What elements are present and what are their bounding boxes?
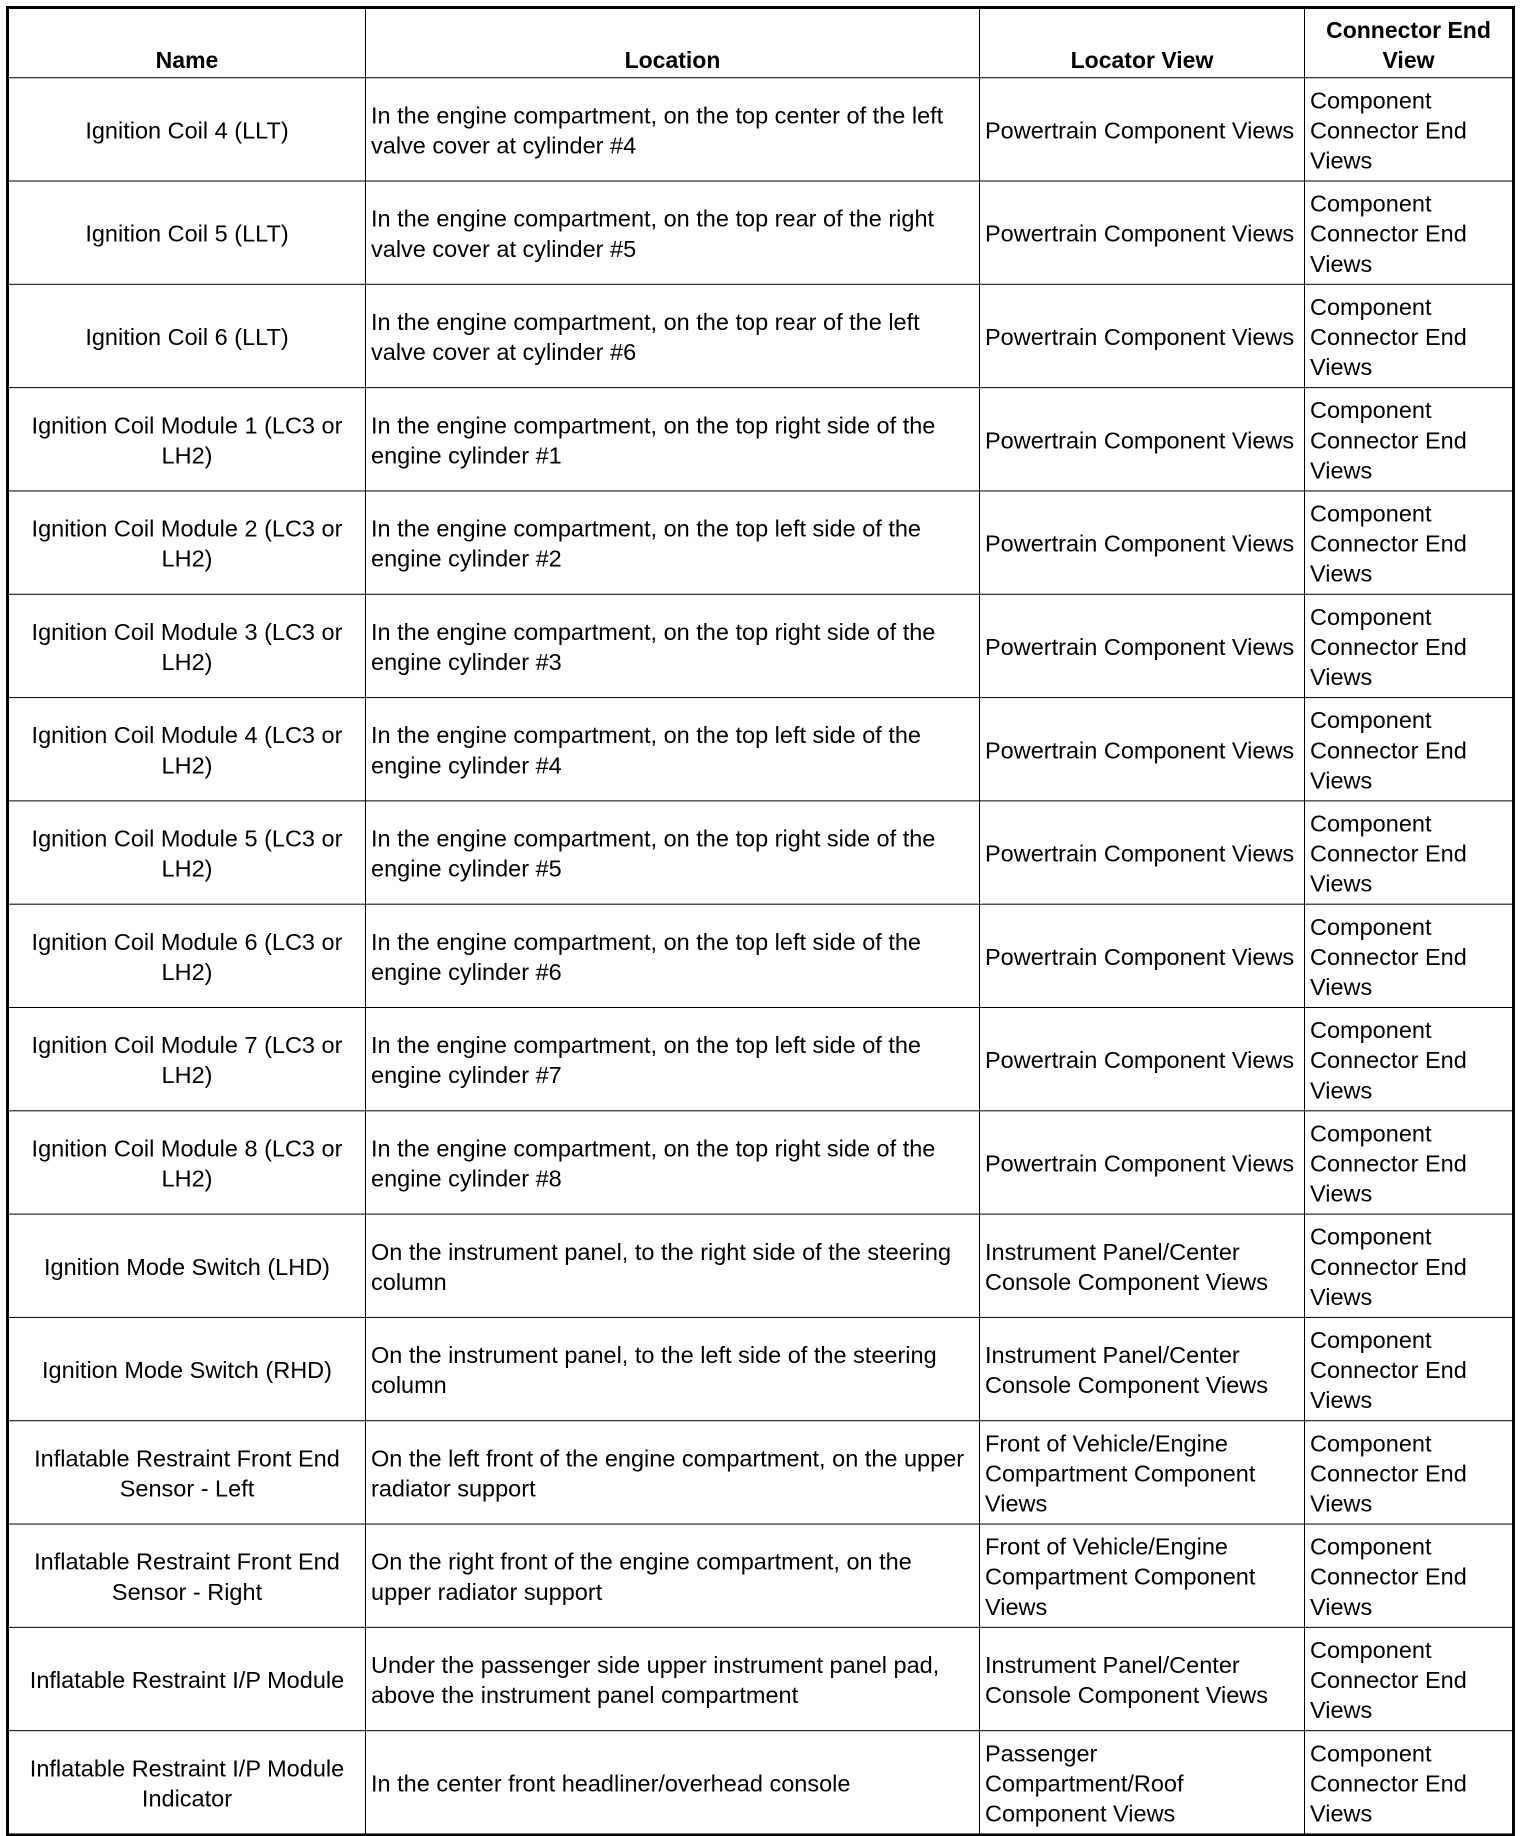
table-row — [8, 1317, 1514, 1420]
cell-location: In the engine compartment, on the top rear of the right valve cover at cylinder #5 — [366, 181, 980, 284]
cell-name: Ignition Coil Module 2 (LC3 or LH2) — [8, 491, 366, 594]
cell-location: In the engine compartment, on the top center of the left valve cover at cylinder #4 — [366, 78, 980, 181]
cell-locator-view: Front of Vehicle/Engine Compartment Component Views — [980, 1524, 1305, 1627]
table-body — [8, 78, 1514, 1835]
cell-connector-end-view: Component Connector End Views — [1305, 78, 1514, 181]
column-header-location: Location — [366, 8, 980, 78]
table-row — [8, 1524, 1514, 1627]
cell-locator-view: Instrument Panel/Center Console Component Views — [980, 1214, 1305, 1317]
cell-locator-view: Passenger Compartment/Roof Component Views — [980, 1731, 1305, 1835]
cell-name: Ignition Coil Module 7 (LC3 or LH2) — [8, 1007, 366, 1110]
cell-locator-view: Front of Vehicle/Engine Compartment Component Views — [980, 1421, 1305, 1524]
cell-locator-view: Powertrain Component Views — [980, 388, 1305, 491]
cell-locator-view: Powertrain Component Views — [980, 1007, 1305, 1110]
cell-name: Ignition Coil Module 5 (LC3 or LH2) — [8, 801, 366, 904]
table-row — [8, 698, 1514, 801]
cell-location: In the engine compartment, on the top left side of the engine cylinder #6 — [366, 904, 980, 1007]
cell-locator-view: Powertrain Component Views — [980, 1111, 1305, 1214]
cell-name: Ignition Coil Module 1 (LC3 or LH2) — [8, 388, 366, 491]
cell-name: Ignition Mode Switch (LHD) — [8, 1214, 366, 1317]
table-row — [8, 1007, 1514, 1110]
table-row — [8, 284, 1514, 387]
cell-locator-view: Instrument Panel/Center Console Component Views — [980, 1317, 1305, 1420]
cell-locator-view: Powertrain Component Views — [980, 594, 1305, 697]
cell-connector-end-view: Component Connector End Views — [1305, 904, 1514, 1007]
cell-name: Ignition Coil 5 (LLT) — [8, 181, 366, 284]
cell-location: In the center front headliner/overhead console — [366, 1731, 980, 1835]
cell-location: On the left front of the engine compartment, on the upper radiator support — [366, 1421, 980, 1524]
cell-locator-view: Powertrain Component Views — [980, 284, 1305, 387]
cell-connector-end-view: Component Connector End Views — [1305, 1007, 1514, 1110]
table-row — [8, 1421, 1514, 1524]
cell-name: Ignition Coil Module 3 (LC3 or LH2) — [8, 594, 366, 697]
table-row — [8, 78, 1514, 181]
cell-locator-view: Powertrain Component Views — [980, 698, 1305, 801]
cell-name: Ignition Coil 6 (LLT) — [8, 284, 366, 387]
cell-name: Inflatable Restraint I/P Module — [8, 1627, 366, 1730]
cell-locator-view: Powertrain Component Views — [980, 78, 1305, 181]
cell-location: In the engine compartment, on the top right side of the engine cylinder #5 — [366, 801, 980, 904]
component-locator-table — [6, 6, 1515, 1836]
cell-connector-end-view: Component Connector End Views — [1305, 491, 1514, 594]
cell-connector-end-view: Component Connector End Views — [1305, 1731, 1514, 1835]
cell-location: On the right front of the engine compartment, on the upper radiator support — [366, 1524, 980, 1627]
cell-connector-end-view: Component Connector End Views — [1305, 388, 1514, 491]
table-row — [8, 181, 1514, 284]
table-row — [8, 388, 1514, 491]
component-locator-page — [6, 6, 1512, 1835]
cell-locator-view: Powertrain Component Views — [980, 491, 1305, 594]
cell-connector-end-view: Component Connector End Views — [1305, 698, 1514, 801]
cell-locator-view: Instrument Panel/Center Console Component Views — [980, 1627, 1305, 1730]
cell-location: In the engine compartment, on the top left side of the engine cylinder #4 — [366, 698, 980, 801]
cell-connector-end-view: Component Connector End Views — [1305, 1421, 1514, 1524]
cell-name: Ignition Coil Module 8 (LC3 or LH2) — [8, 1111, 366, 1214]
cell-name: Ignition Coil 4 (LLT) — [8, 78, 366, 181]
cell-connector-end-view: Component Connector End Views — [1305, 181, 1514, 284]
cell-connector-end-view: Component Connector End Views — [1305, 801, 1514, 904]
cell-name: Ignition Coil Module 4 (LC3 or LH2) — [8, 698, 366, 801]
cell-name: Ignition Coil Module 6 (LC3 or LH2) — [8, 904, 366, 1007]
cell-connector-end-view: Component Connector End Views — [1305, 1627, 1514, 1730]
table-row — [8, 1627, 1514, 1730]
cell-connector-end-view: Component Connector End Views — [1305, 1111, 1514, 1214]
cell-location: On the instrument panel, to the left side of the steering column — [366, 1317, 980, 1420]
cell-name: Inflatable Restraint Front End Sensor - Left — [8, 1421, 366, 1524]
table-row — [8, 801, 1514, 904]
table-row — [8, 491, 1514, 594]
cell-connector-end-view: Component Connector End Views — [1305, 1317, 1514, 1420]
cell-name: Ignition Mode Switch (RHD) — [8, 1317, 366, 1420]
table-row — [8, 1214, 1514, 1317]
cell-location: In the engine compartment, on the top left side of the engine cylinder #7 — [366, 1007, 980, 1110]
table-row — [8, 1731, 1514, 1835]
header-row — [8, 8, 1514, 78]
column-header-connector-end-view: Connector End View — [1305, 8, 1514, 78]
cell-connector-end-view: Component Connector End Views — [1305, 594, 1514, 697]
cell-connector-end-view: Component Connector End Views — [1305, 284, 1514, 387]
cell-location: In the engine compartment, on the top right side of the engine cylinder #8 — [366, 1111, 980, 1214]
cell-location: On the instrument panel, to the right side of the steering column — [366, 1214, 980, 1317]
table-row — [8, 1111, 1514, 1214]
column-header-locator-view: Locator View — [980, 8, 1305, 78]
cell-locator-view: Powertrain Component Views — [980, 801, 1305, 904]
cell-locator-view: Powertrain Component Views — [980, 904, 1305, 1007]
cell-connector-end-view: Component Connector End Views — [1305, 1524, 1514, 1627]
cell-location: Under the passenger side upper instrument panel pad, above the instrument panel compartment — [366, 1627, 980, 1730]
cell-location: In the engine compartment, on the top left side of the engine cylinder #2 — [366, 491, 980, 594]
cell-connector-end-view: Component Connector End Views — [1305, 1214, 1514, 1317]
column-header-name: Name — [8, 8, 366, 78]
cell-name: Inflatable Restraint Front End Sensor - Right — [8, 1524, 366, 1627]
table-header — [8, 8, 1514, 78]
cell-name: Inflatable Restraint I/P Module Indicator — [8, 1731, 366, 1835]
table-row — [8, 594, 1514, 697]
cell-location: In the engine compartment, on the top right side of the engine cylinder #1 — [366, 388, 980, 491]
cell-location: In the engine compartment, on the top right side of the engine cylinder #3 — [366, 594, 980, 697]
cell-locator-view: Powertrain Component Views — [980, 181, 1305, 284]
table-row — [8, 904, 1514, 1007]
cell-location: In the engine compartment, on the top rear of the left valve cover at cylinder #6 — [366, 284, 980, 387]
